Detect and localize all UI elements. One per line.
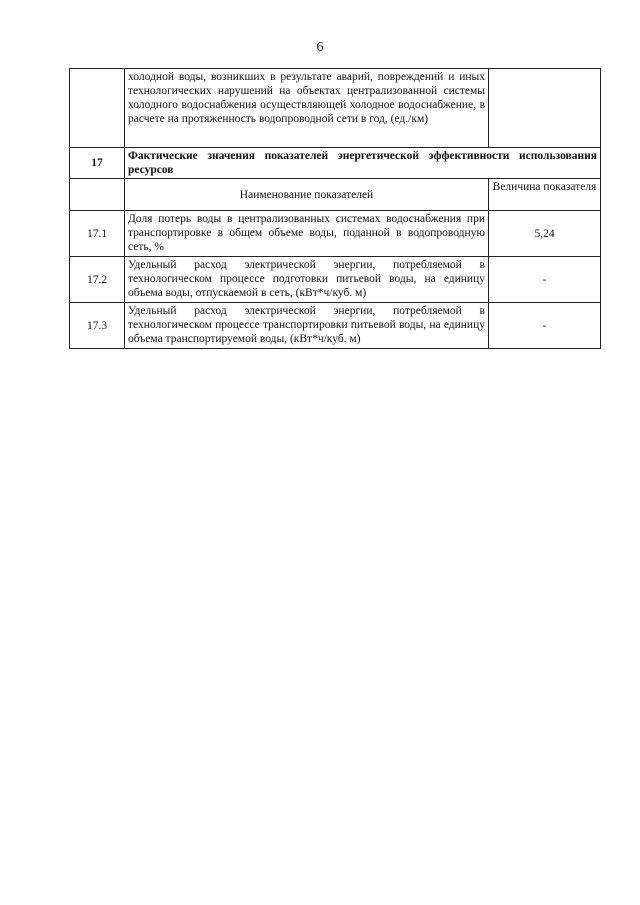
row-text-cell: Удельный расход электрической энергии, потребляемой в технологическом процессе подготовки питьевой воды, на единицу объема воды, отпускаемой в сеть, (кВт*ч/куб. м) [125, 257, 489, 303]
row-text-cell: холодной воды, возникших в результате аварий, повреждений и иных технологических нарушений на объектах централизованной системы холодного водоснабжения осуществляющей холодное водоснабжение, в расчете на протяженность водопроводной сети в год, (ед./км) [125, 69, 489, 148]
row-value-cell: 5,24 [489, 211, 601, 257]
section-title: Фактические значения показателей энергетической эффективности использования ресурсов [125, 148, 601, 179]
row-number-cell: 17.1 [70, 211, 125, 257]
page-number: 6 [316, 40, 324, 55]
indicators-table [69, 68, 601, 349]
header-name: Наименование показателей [125, 179, 489, 211]
row-number-cell [70, 69, 125, 148]
row-number-cell: 17.3 [70, 303, 125, 349]
table-row [70, 211, 601, 257]
row-text-cell: Удельный расход электрической энергии, потребляемой в технологическом процессе транспортировки питьевой воды, на единицу объема транспортируемой воды, (кВт*ч/куб. м) [125, 303, 489, 349]
header-value: Величина показателя [489, 179, 601, 211]
header-number-cell [70, 179, 125, 211]
section-number: 17 [70, 148, 125, 179]
row-value-cell: - [489, 303, 601, 349]
row-value-cell: - [489, 257, 601, 303]
table-row [70, 257, 601, 303]
continued-row [70, 69, 601, 148]
row-text-cell: Доля потерь воды в централизованных системах водоснабжения при транспортировке в общем объеме воды, поданной в водопроводную сеть, % [125, 211, 489, 257]
table-row [70, 303, 601, 349]
header-row [70, 179, 601, 211]
row-value-cell [489, 69, 601, 148]
section-row [70, 148, 601, 179]
row-number-cell: 17.2 [70, 257, 125, 303]
